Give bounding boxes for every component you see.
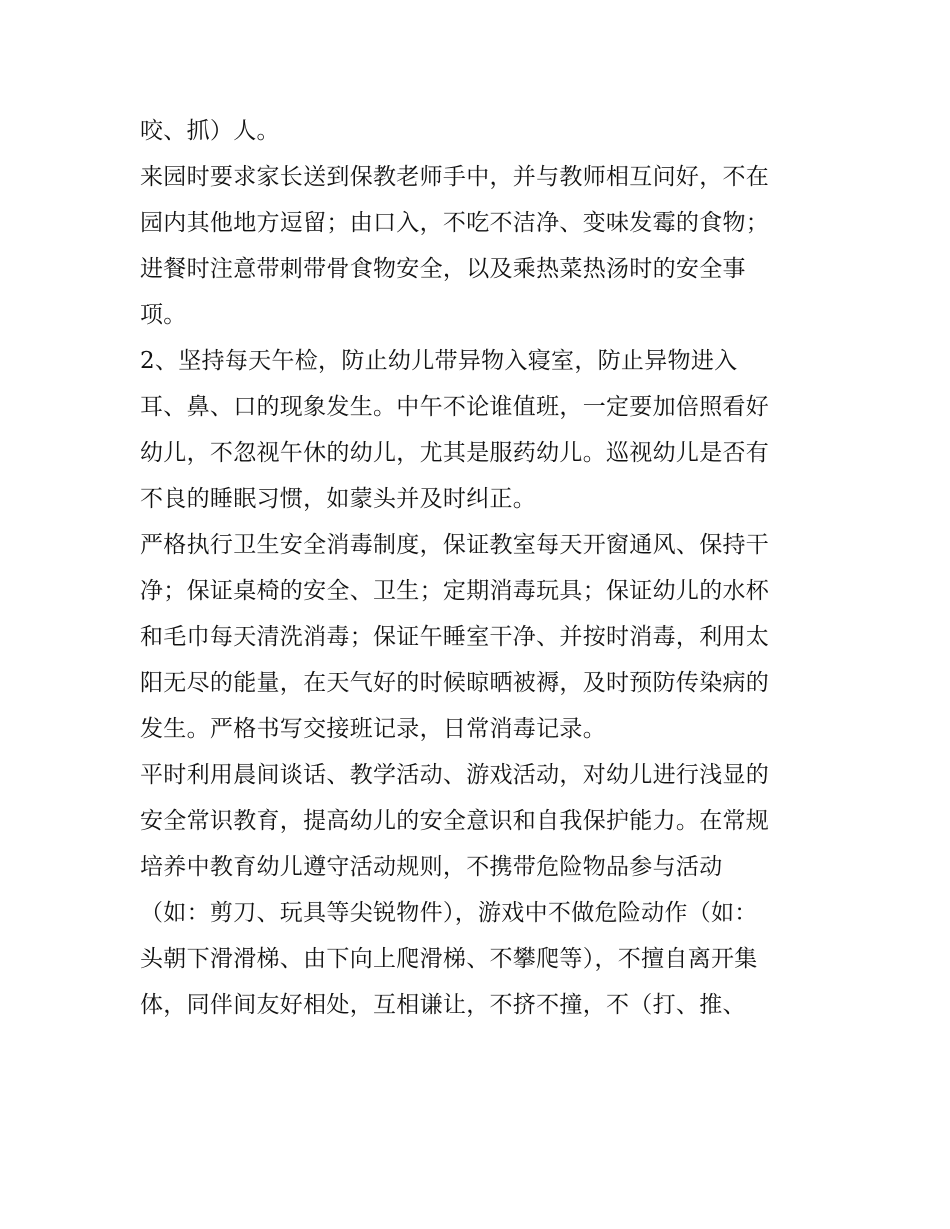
text-line: 平时利用晨间谈话、教学活动、游戏活动，对幼儿进行浅显的 [140,762,770,788]
text-line: 来园时要求家长送到保教老师手中，并与教师相互问好，不在 [140,164,770,190]
text-line: 咬、抓）人。 [140,118,280,144]
text-line: 幼儿，不忽视午休的幼儿，尤其是服药幼儿。巡视幼儿是否有 [140,440,770,466]
text-line: 净；保证桌椅的安全、卫生；定期消毒玩具；保证幼儿的水杯 [140,578,770,604]
text-line: 培养中教育幼儿遵守活动规则，不携带危险物品参与活动 [140,854,723,880]
document-body [140,108,830,1028]
text-line: 阳无尽的能量，在天气好的时候晾晒被褥，及时预防传染病的 [140,670,770,696]
text-line: 2、坚持每天午检，防止幼儿带异物入寝室，防止异物进入 [140,348,738,374]
text-line: 园内其他地方逗留；由口入，不吃不洁净、变味发霉的食物； [140,210,770,236]
text-line: 严格执行卫生安全消毒制度，保证教室每天开窗通风、保持干 [140,532,770,558]
text-line: （如：剪刀、玩具等尖锐物件），游戏中不做危险动作（如： [140,900,758,926]
text-line: 安全常识教育，提高幼儿的安全意识和自我保护能力。在常规 [140,808,770,834]
text-line: 头朝下滑滑梯、由下向上爬滑梯、不攀爬等），不擅自离开集 [140,946,758,972]
text-line: 发生。严格书写交接班记录，日常消毒记录。 [140,716,606,742]
text-line: 项。 [140,302,187,328]
text-line: 耳、鼻、口的现象发生。中午不论谁值班，一定要加倍照看好 [140,394,770,420]
text-line: 不良的睡眠习惯，如蒙头并及时纠正。 [140,486,537,512]
text-line: 和毛巾每天清洗消毒；保证午睡室干净、并按时消毒，利用太 [140,624,770,650]
text-line: 进餐时注意带刺带骨食物安全，以及乘热菜热汤时的安全事 [140,256,746,282]
text-line: 体，同伴间友好相处，互相谦让，不挤不撞，不（打、推、 [140,992,746,1018]
